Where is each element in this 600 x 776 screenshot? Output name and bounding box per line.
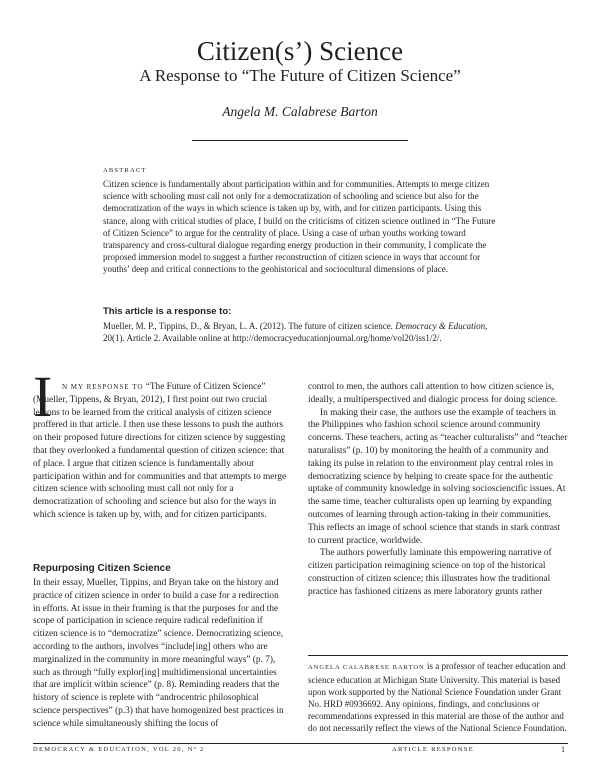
right-paragraph: control to men, the authors call attention to how citizen science is, ideally, a multiperspectived and dialogic process for doing science. bbox=[308, 382, 558, 405]
response-citation bbox=[103, 320, 498, 344]
intro-smallcaps: N MY RESPONSE TO bbox=[62, 383, 144, 391]
abstract-label: ABSTRACT bbox=[103, 167, 147, 174]
intro-text: “The Future of Citizen Science” (Mueller, Tippens, & Bryan, 2012), I first point out two crucial lessons to be learned from the critical analysis of citizen science proffered in that article. I then use these lessons to push the authors on their proposed future directions for citizen science by suggesting that they overlooked a fundamental question of citizen science: that of place. I argue that citizen science is fundamentally about participation within and for communities and that attempts to merge citizen science with schooling must call not only for a democratization of schooling and science but also for the ways in which science is taken up by, with, and for citizen participants. bbox=[33, 382, 287, 520]
footer-divider bbox=[33, 743, 568, 744]
response-heading: This article is a response to: bbox=[103, 306, 232, 317]
right-paragraph: The authors powerfully laminate this empowering narrative of citizen participation reimagining science on top of the historical construction of citizen science; this illustrates how the traditional practice has fashioned citizens as mere laboratory grunts rather bbox=[308, 548, 552, 597]
page-number: 1 bbox=[561, 745, 565, 754]
section-paragraph bbox=[33, 577, 287, 731]
intro-paragraph bbox=[33, 381, 287, 522]
author-name: Angela M. Calabrese Barton bbox=[222, 104, 378, 119]
section-heading: Repurposing Citizen Science bbox=[33, 563, 171, 574]
section-text: In their essay, Mueller, Tippins, and Bryan take on the history and practice of citizen science in order to build a case for a redirection in efforts. At issue in their framing is that the purposes for and the scope of participation in science require radical redefinition if citizen science is to “democratize” science. Democratizing science, according to the authors, involves “include[ing] others who are marginalized in the community in more meaningful ways” (p. 7), such as through “fully explor[ing] multidimensional uncertainties that are implicit within science” (p. 8). Reminding readers that the history of science is replete with “androcentric philosophical science perspectives” (p.3) that have homogenized best practices in science while simultaneously shifting the locus of bbox=[33, 578, 284, 729]
citation-journal: Democracy & Education bbox=[395, 321, 486, 331]
right-column bbox=[308, 381, 568, 599]
drop-cap: I bbox=[33, 364, 53, 429]
footnote-divider bbox=[308, 655, 568, 656]
footnote-text: is a professor of teacher education and science education at Michigan State University. This material is based upon work supported by the National Science Foundation under Grant No. HRD #0936692. Any opinions, findings, and conclusions or recommendations expressed in this material are those of the author and do not necessarily reflect the views of the National Science Foundation. bbox=[308, 661, 567, 733]
abstract-text: Citizen science is fundamentally about participation within and for communities. Attempts to merge citizen science with schooling must call not only for a democratization of schooling and science but also for the democratization of the ways in which science is taken up by, with, and for citizen participants. Using this stance, along with critical studies of place, I build on the criticisms of citizen science outlined in “The Future of Citizen Science” to argue for the centrality of place. Using a case of urban youths working toward transparency and cross-cultural dialogue regarding energy production in their community, I complicate the proposed immersion model to suggest a further reconstruction of citizen science in ways that account for youths’ deep and critical connections to the geohistorical and sociocultural dimensions of place. bbox=[103, 179, 496, 275]
citation-part: Mueller, M. P., Tippins, D., & Bryan, L. A. (2012). The future of citizen science. bbox=[103, 321, 396, 331]
title-divider bbox=[192, 140, 408, 141]
author-footnote bbox=[308, 660, 568, 734]
footer-section: ARTICLE RESPONSE bbox=[392, 746, 474, 753]
article-title: Citizen(s’) Science bbox=[196, 36, 404, 66]
right-paragraph: In making their case, the authors use the example of teachers in the Philippines who fashion school science around community concerns. These teachers, acting as “teacher culturalists” and “teacher naturalists” (p. 10) by monitoring the health of a community and taking its pulse in relation to the environment play central roles in democratizing science by helping to create space for the authentic uptake of community knowledge in solving sociosciencific issues. At the same time, teacher culturalists open up learning by expanding outcomes of learning through action-taking in their communities. This reflects an image of school science that stands in stark contrast to current practice, worldwide. bbox=[308, 407, 568, 546]
footer-journal: DEMOCRACY & EDUCATION, VOL 20, Nº 2 bbox=[33, 746, 205, 753]
footnote-name: ANGELA CALABRESE BARTON bbox=[308, 664, 425, 671]
citation-part: , 20(1). Article 2. Available online at http://democracyeducationjournal.org/home/vol20/iss1/2/. bbox=[103, 321, 488, 344]
article-subtitle: A Response to “The Future of Citizen Science” bbox=[139, 66, 461, 85]
